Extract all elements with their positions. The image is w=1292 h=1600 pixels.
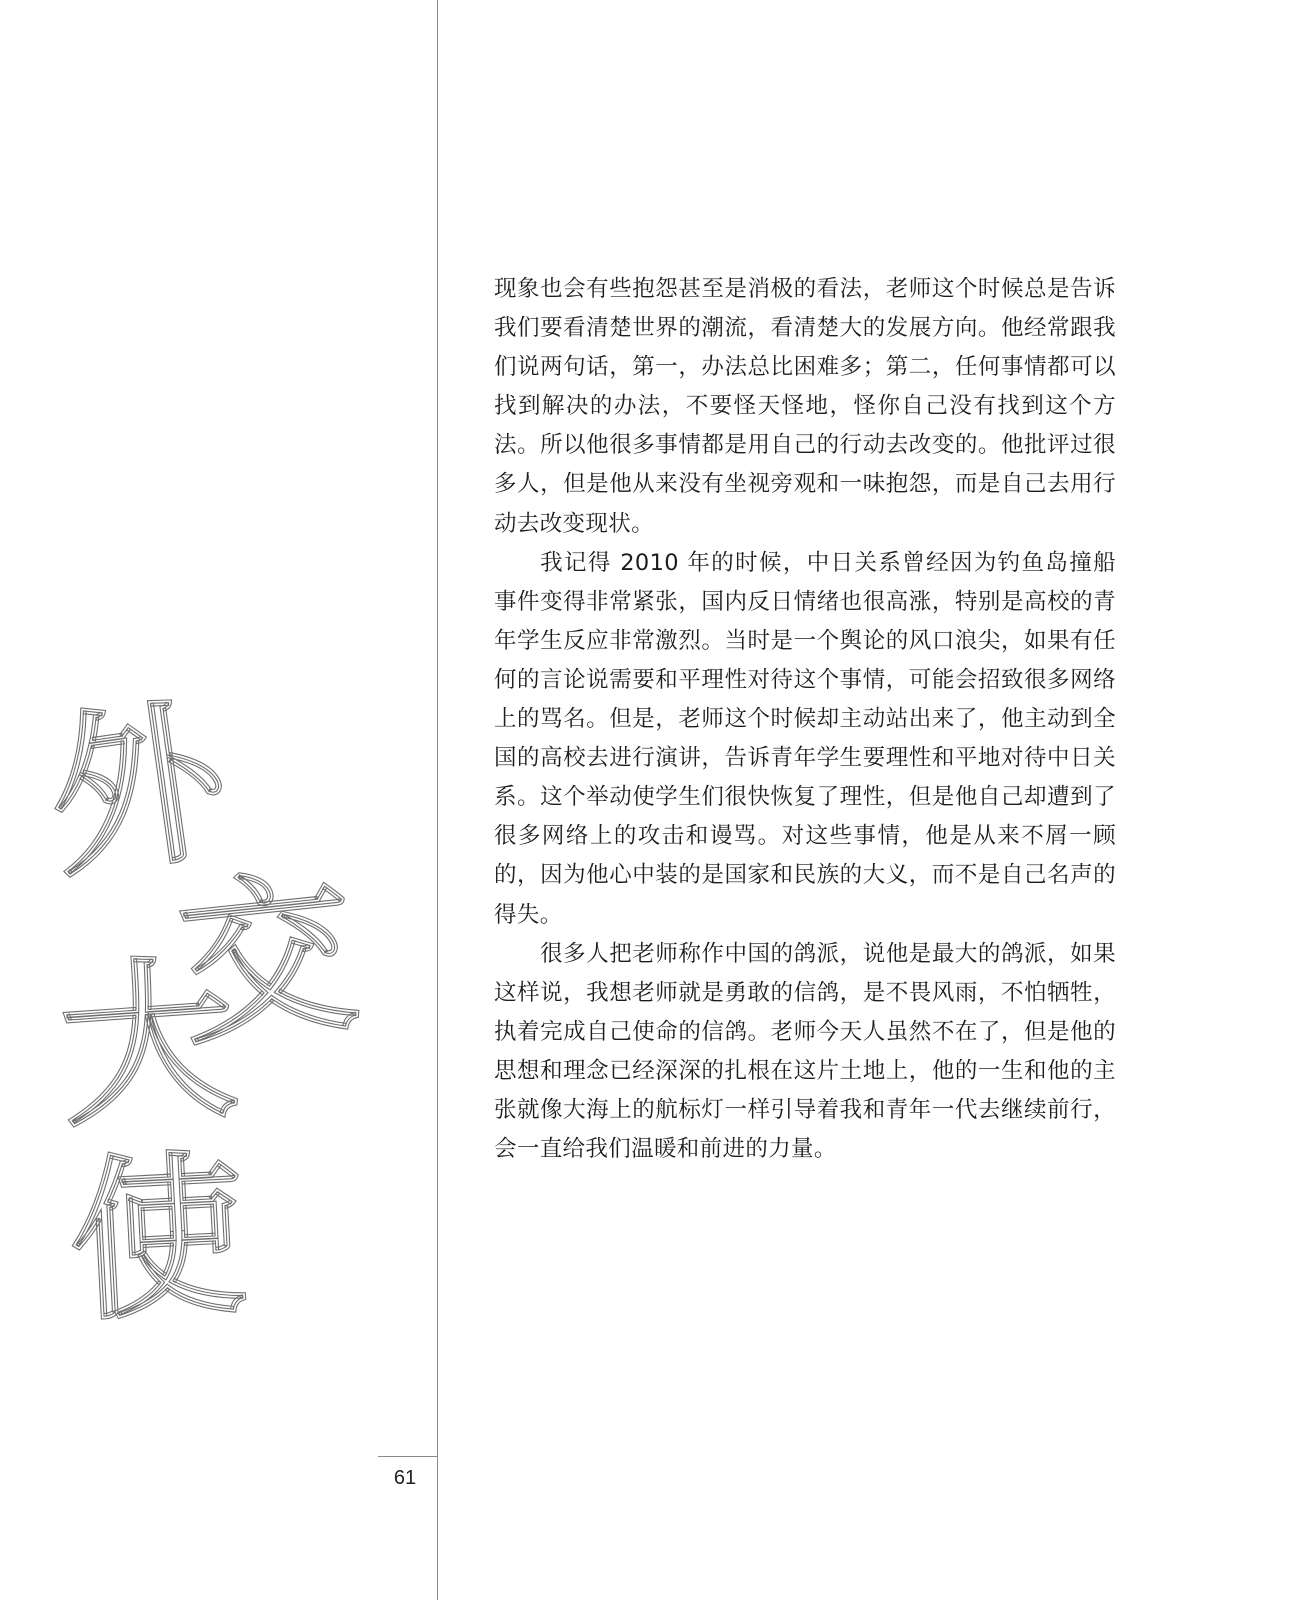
calligraphy-outline-art xyxy=(30,600,390,1530)
vertical-divider xyxy=(437,0,438,1600)
paragraph-2: 我记得 2010 年的时候，中日关系曾经因为钓鱼岛撞船事件变得非常紧张，国内反日情绪也很高涨，特别是高校的青年学生反应非常激烈。当时是一个舆论的风口浪尖，如果有任何的言论说需要和平理性对待这个事情，可能会招致很多网络上的骂名。但是，老师这个时候却主动站出来了，他主动到全国的高校去进行演讲，告诉青年学生要理性和平地对待中日关系。这个举动使学生们很快恢复了理性，但是他自己却遭到了很多网络上的攻击和谩骂。对这些事情，他是从来不屑一顾的，因为他心中装的是国家和民族的大义，而不是自己名声的得失。 xyxy=(494,549,1116,928)
paragraph-1: 现象也会有些抱怨甚至是消极的看法，老师这个时候总是告诉我们要看清楚世界的潮流，看清楚大的发展方向。他经常跟我们说两句话，第一，办法总比困难多；第二，任何事情都可以找到解决的办法，不要怪天怪地，怪你自己没有找到这个方法。所以他很多事情都是用自己的行动去改变的。他批评过很多人，但是他从来没有坐视旁观和一味抱怨，而是自己去用行动去改变现状。 xyxy=(494,276,1116,537)
page-number: 61 xyxy=(393,1467,417,1489)
paragraph-3: 很多人把老师称作中国的鸽派，说他是最大的鸽派，如果这样说，我想老师就是勇敢的信鸽，是不畏风雨，不怕牺牲，执着完成自己使命的信鸽。老师今天人虽然不在了，但是他的思想和理念已经深深的扎根在这片土地上，他的一生和他的主张就像大海上的航标灯一样引导着我和青年一代去继续前行，会一直给我们温暖和前进的力量。 xyxy=(494,940,1116,1163)
calligraphy-char-4: 使 xyxy=(64,1132,251,1347)
calligraphy-char-2: 交 xyxy=(169,848,366,1071)
calligraphy-char-3: 大 xyxy=(53,935,243,1153)
calligraphy-char-1: 外 xyxy=(36,676,239,904)
calligraphy-title xyxy=(30,600,390,1530)
page-number-rule xyxy=(378,1456,437,1457)
body-text xyxy=(494,270,1116,1169)
